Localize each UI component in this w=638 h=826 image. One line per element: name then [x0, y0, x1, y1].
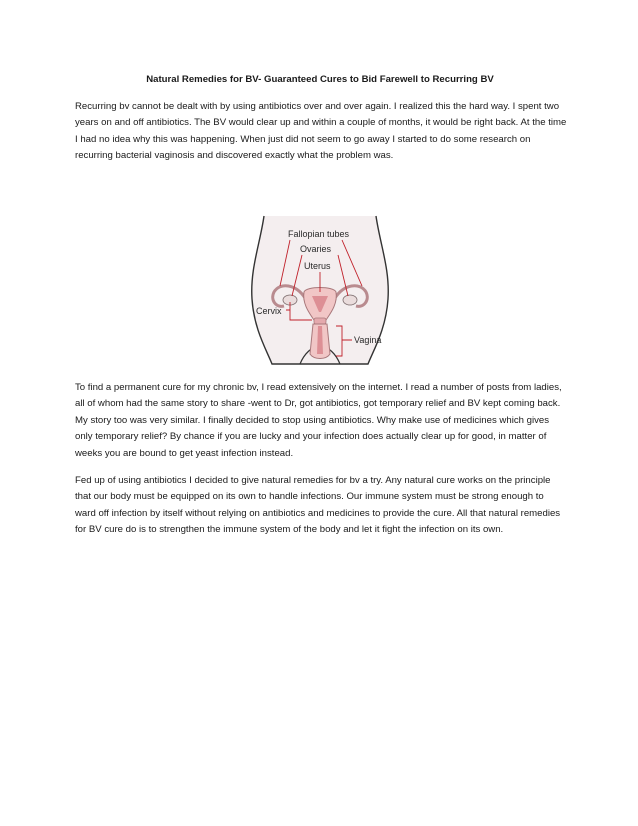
ovary-right	[343, 295, 357, 305]
paragraph-3: Fed up of using antibiotics I decided to give natural remedies for bv a try. Any natural cure works on the principle that our body must be equipped on its own to handle infections. Our immune system must be strong enough to ward off infection by itself without relying on antibiotics and medicines to provide the cure. All that natural remedies for BV cure do is to strengthen the immune system of the body and let it fight the infection on its own.	[75, 475, 561, 536]
label-uterus: Uterus	[304, 261, 331, 271]
cervix	[314, 318, 326, 324]
label-fallopian-tubes: Fallopian tubes	[288, 229, 350, 239]
document-title: Natural Remedies for BV- Guaranteed Cures to Bid Farewell to Recurring BV	[146, 74, 494, 85]
anatomy-diagram-svg	[250, 214, 390, 372]
label-ovaries: Ovaries	[300, 244, 332, 254]
label-cervix: Cervix	[256, 306, 282, 316]
vagina-canal	[317, 326, 323, 354]
label-vagina: Vagina	[354, 335, 382, 345]
paragraph-1: Recurring bv cannot be dealt with by using antibiotics over and over again. I realized this the hard way. I spent two years on and off antibiotics. The BV would clear up and within a couple of months, it would be right back. At the time I had no idea why this was happening. When just did not seem to go away I started to do some research on recurring bacterial vaginosis and discovered exactly what the problem was.	[75, 101, 567, 162]
anatomy-diagram	[250, 214, 390, 372]
paragraph-2: To find a permanent cure for my chronic bv, I read extensively on the internet. I read a number of posts from ladies, all of whom had the same story to share -went to Dr, got antibiotics, got temporary relief and BV kept coming back. My story too was very similar. I finally decided to stop using antibiotics. Why make use of medicines which gives only temporary relief? By chance if you are lucky and your infection does actually clear up for good, in matter of weeks you are bound to get yeast infection instead.	[75, 382, 562, 459]
